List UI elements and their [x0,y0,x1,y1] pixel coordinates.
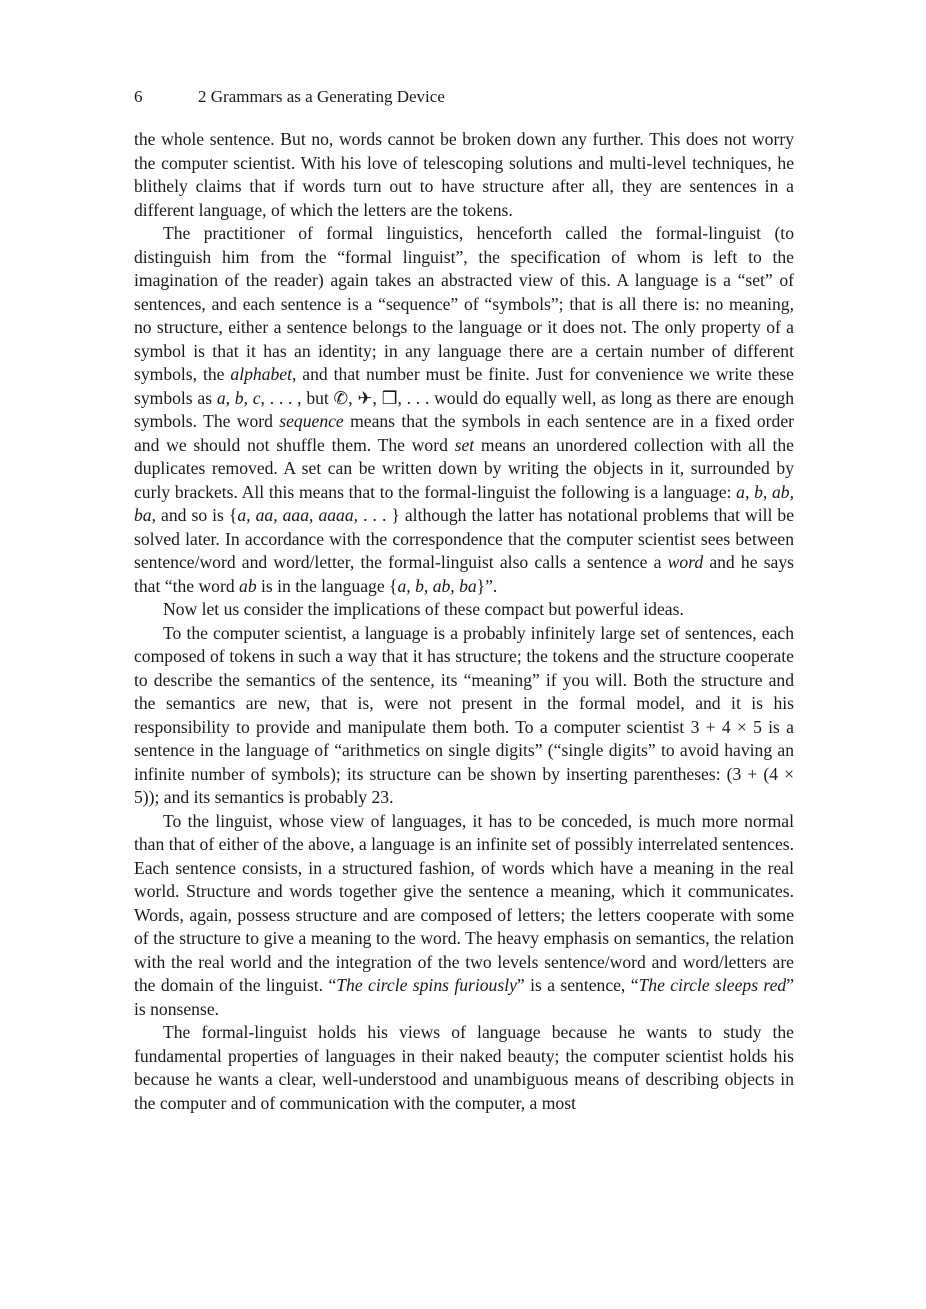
paragraph-6: The formal-linguist holds his views of language because he wants to study the fundamental properties of languages in their naked beauty; the computer scientist holds his because he wants a clear, well-understood and unambiguous means of describing objects in the computer and of communication with the computer, a most [134,1022,794,1113]
paragraph-2: The practitioner of formal linguistics, henceforth called the formal-linguist (to distinguish him from the “formal linguist”, the specification of whom is left to the imagination of the reader) again takes an abstracted view of this. A language is a “set” of sentences, and each sentence is a “sequence” of “symbols”; that is all there is: no meaning, no structure, either a sentence belongs to the language or it does not. The only property of a symbol is that it has an identity; in any language there are a certain number of different symbols, the alphabet, and that number must be finite. Just for convenience we write these symbols as a, b, c, . . . , but ✆, ✈, ❒, . . . would do equally well, as long as there are enough symbols. The word sequence means that the symbols in each sentence are in a fixed order and we should not shuffle them. The word set means an unordered collection with all the duplicates removed. A set can be written down by writing the objects in it, surrounded by curly brackets. All this means that to the formal-linguist the following is a language: a, b, ab, ba, and so is {a, aa, aaa, aaaa, . . . } although the latter has notational problems that will be solved later. In accordance with the correspondence that the computer scientist sees between sentence/word and word/letter, the formal-linguist also calls a sentence a word and he says that “the word ab is in the language {a, b, ab, ba}”. [134,223,795,596]
example-sentence-2: The circle sleeps red [638,975,787,995]
running-header [134,86,794,108]
paragraph-3: Now let us consider the implications of these compact but powerful ideas. [163,599,684,619]
term-alphabet: alphabet [230,364,292,384]
page-number: 6 [134,87,143,106]
paragraph-5: To the linguist, whose view of languages, it has to be conceded, is much more normal than that of either of the above, a language is an infinite set of possibly interrelated sentences. Each sentence consists, in a structured fashion, of words which have a meaning in the real world. Structure and words together give the sentence a meaning, which it communicates. Words, again, possess structure and are composed of letters; the letters cooperate with some of the structure to give a meaning to the word. The heavy emphasis on semantics, the relation with the real world and the integration of the two levels sentence/word and word/letters are the domain of the linguist. “The circle spins furiously” is a sentence, “The circle sleeps red” is nonsense. [134,810,795,1019]
term-set: set [454,434,475,455]
book-page [134,86,794,1115]
term-word: word [667,552,704,572]
example-sentence-1: The circle spins furiously [336,975,517,995]
term-sequence: sequence [279,411,344,431]
paragraph-1: the whole sentence. But no, words cannot be broken down any further. This does not worry the computer scientist. With his love of telescoping solutions and multi-level techniques, he blithely claims that if words turn out to have structure after all, they are sentences in a different language, of which the letters are the tokens. [134,129,794,220]
chapter-title: 2 Grammars as a Generating Device [198,87,445,106]
paragraph-4: To the computer scientist, a language is a probably infinitely large set of sentences, each composed of tokens in such a way that it has structure; the tokens and the structure cooperate to describe the semantics of the sentence, its “meaning” if you will. Both the structure and the semantics are new, that is, were not present in the formal model, and it is his responsibility to provide and manipulate them both. To a computer scientist 3 + 4 × 5 is a sentence in the language of “arithmetics on single digits” (“single digits” to avoid having an infinite number of symbols); its structure can be shown by inserting parentheses: (3 + (4 × 5)); and its semantics is probably 23. [134,622,794,807]
